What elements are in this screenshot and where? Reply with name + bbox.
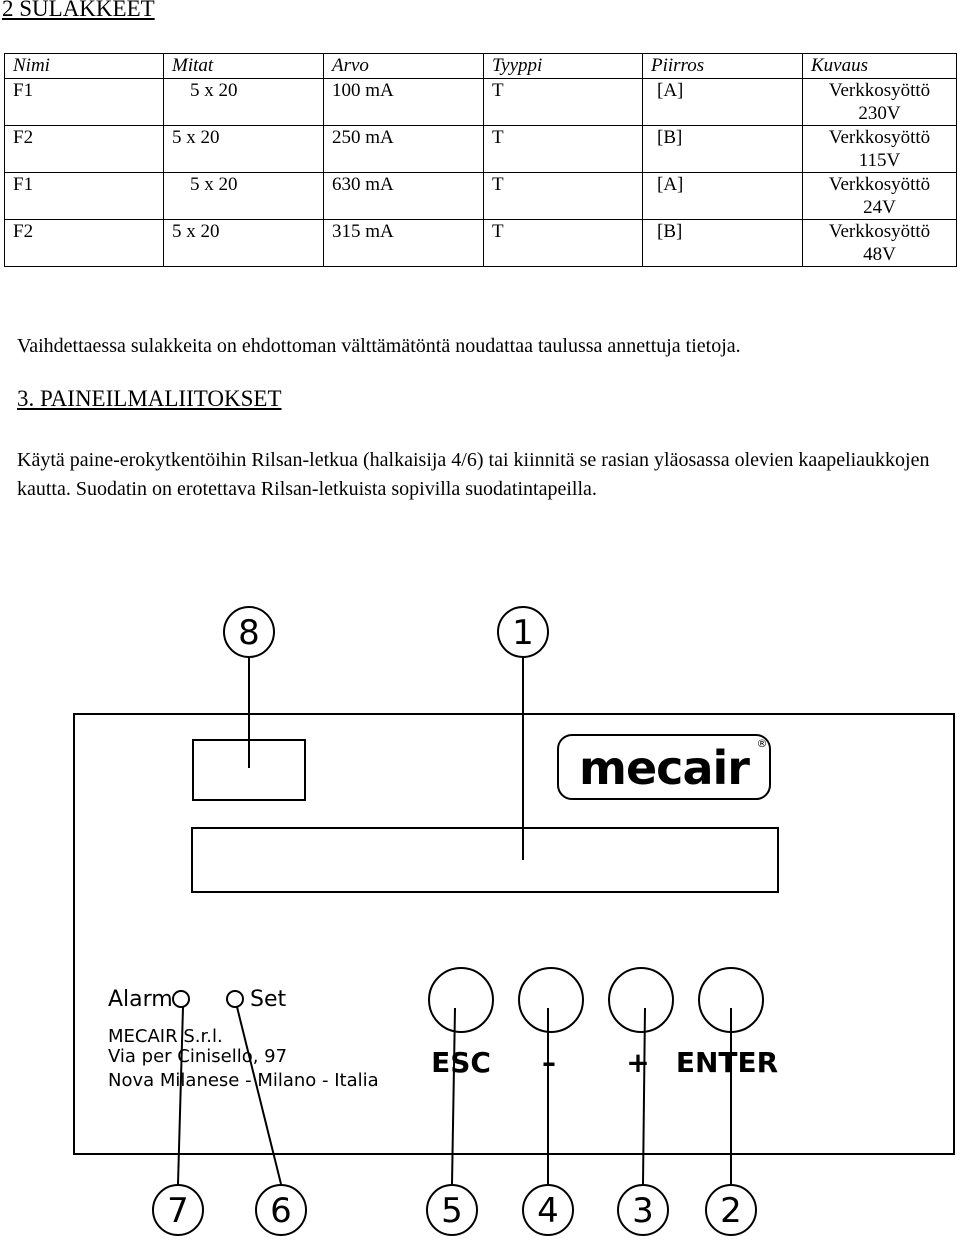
controller-front-panel-drawing (0, 590, 960, 1250)
company-city: Nova Milanese - Milano - Italia (108, 1070, 379, 1091)
cell-value: 100 mA (324, 79, 484, 126)
cell-dimensions: 5 x 20 (164, 126, 324, 173)
cell-description: Verkkosyöttö 48V (803, 220, 957, 267)
cell-value: 315 mA (324, 220, 484, 267)
cell-type: T (484, 126, 643, 173)
cell-name: F1 (5, 173, 164, 220)
cell-drawing: [B] (643, 126, 803, 173)
minus-button (519, 968, 583, 1032)
cell-value: 250 mA (324, 126, 484, 173)
set-led (227, 991, 243, 1007)
leader-line-3 (643, 1008, 645, 1184)
header-drawing: Piirros (643, 54, 803, 79)
cell-name: F2 (5, 220, 164, 267)
cell-drawing: [A] (643, 173, 803, 220)
cell-description: Verkkosyöttö 230V (803, 79, 957, 126)
callout-label-2: 2 (720, 1191, 742, 1231)
alarm-led (173, 991, 189, 1007)
header-name: Nimi (5, 54, 164, 79)
plus-label: + (626, 1046, 650, 1079)
table-row (5, 126, 957, 173)
alarm-label: Alarm (108, 987, 173, 1012)
cell-name: F1 (5, 79, 164, 126)
callout-label-4: 4 (537, 1191, 559, 1231)
pneumatic-body: Käytä paine-erokytkentöihin Rilsan-letkua (halkaisija 4/6) tai kiinnitä se rasian yläosassa olevien kaapeliaukkojen kautta. Suodatin on erotettava Rilsan-letkuista sopivilla suodatintapeilla. (17, 449, 930, 500)
company-street: Via per Cinisello, 97 (108, 1046, 288, 1067)
cell-type: T (484, 79, 643, 126)
cell-description: Verkkosyöttö 115V (803, 126, 957, 173)
esc-button (429, 968, 493, 1032)
enter-label: ENTER (675, 1046, 779, 1079)
fuse-table (4, 53, 957, 267)
section-title-fuses: 2 SULAKKEET (2, 0, 155, 21)
section-title-pneumatic: 3. PAINEILMALIITOKSET (17, 386, 282, 411)
lcd-display-window (192, 828, 778, 892)
cell-drawing: [B] (643, 220, 803, 267)
cell-dimensions: 5 x 20 (164, 173, 324, 220)
cell-type: T (484, 220, 643, 267)
cell-dimensions: 5 x 20 (164, 220, 324, 267)
callout-label-3: 3 (632, 1191, 654, 1231)
table-row (5, 79, 957, 126)
fuse-note: Vaihdettaessa sulakkeita on ehdottoman välttämätöntä noudattaa taulussa annettuja tietoja. (17, 335, 741, 357)
header-type: Tyyppi (484, 54, 643, 79)
leader-line-6 (237, 1007, 281, 1184)
table-header-row (5, 54, 957, 79)
callout-label-8: 8 (238, 613, 260, 653)
callout-label-7: 7 (167, 1191, 189, 1231)
set-label: Set (250, 987, 287, 1012)
minus-label: – (542, 1046, 556, 1079)
cell-dimensions: 5 x 20 (164, 79, 324, 126)
registered-mark: ® (756, 737, 768, 750)
company-name: MECAIR S.r.l. (108, 1026, 223, 1047)
leader-line-5 (452, 1008, 455, 1184)
mecair-logo-text: mecair (579, 741, 749, 795)
cell-name: F2 (5, 126, 164, 173)
table-row (5, 173, 957, 220)
header-description: Kuvaus (803, 54, 957, 79)
table-row (5, 220, 957, 267)
callout-label-5: 5 (441, 1191, 463, 1231)
cell-drawing: [A] (643, 79, 803, 126)
cell-value: 630 mA (324, 173, 484, 220)
header-value: Arvo (324, 54, 484, 79)
callout-label-6: 6 (270, 1191, 292, 1231)
callout-label-1: 1 (512, 613, 534, 653)
esc-label: ESC (431, 1046, 491, 1079)
cell-type: T (484, 173, 643, 220)
header-dimensions: Mitat (164, 54, 324, 79)
plus-button (609, 968, 673, 1032)
cell-description: Verkkosyöttö 24V (803, 173, 957, 220)
